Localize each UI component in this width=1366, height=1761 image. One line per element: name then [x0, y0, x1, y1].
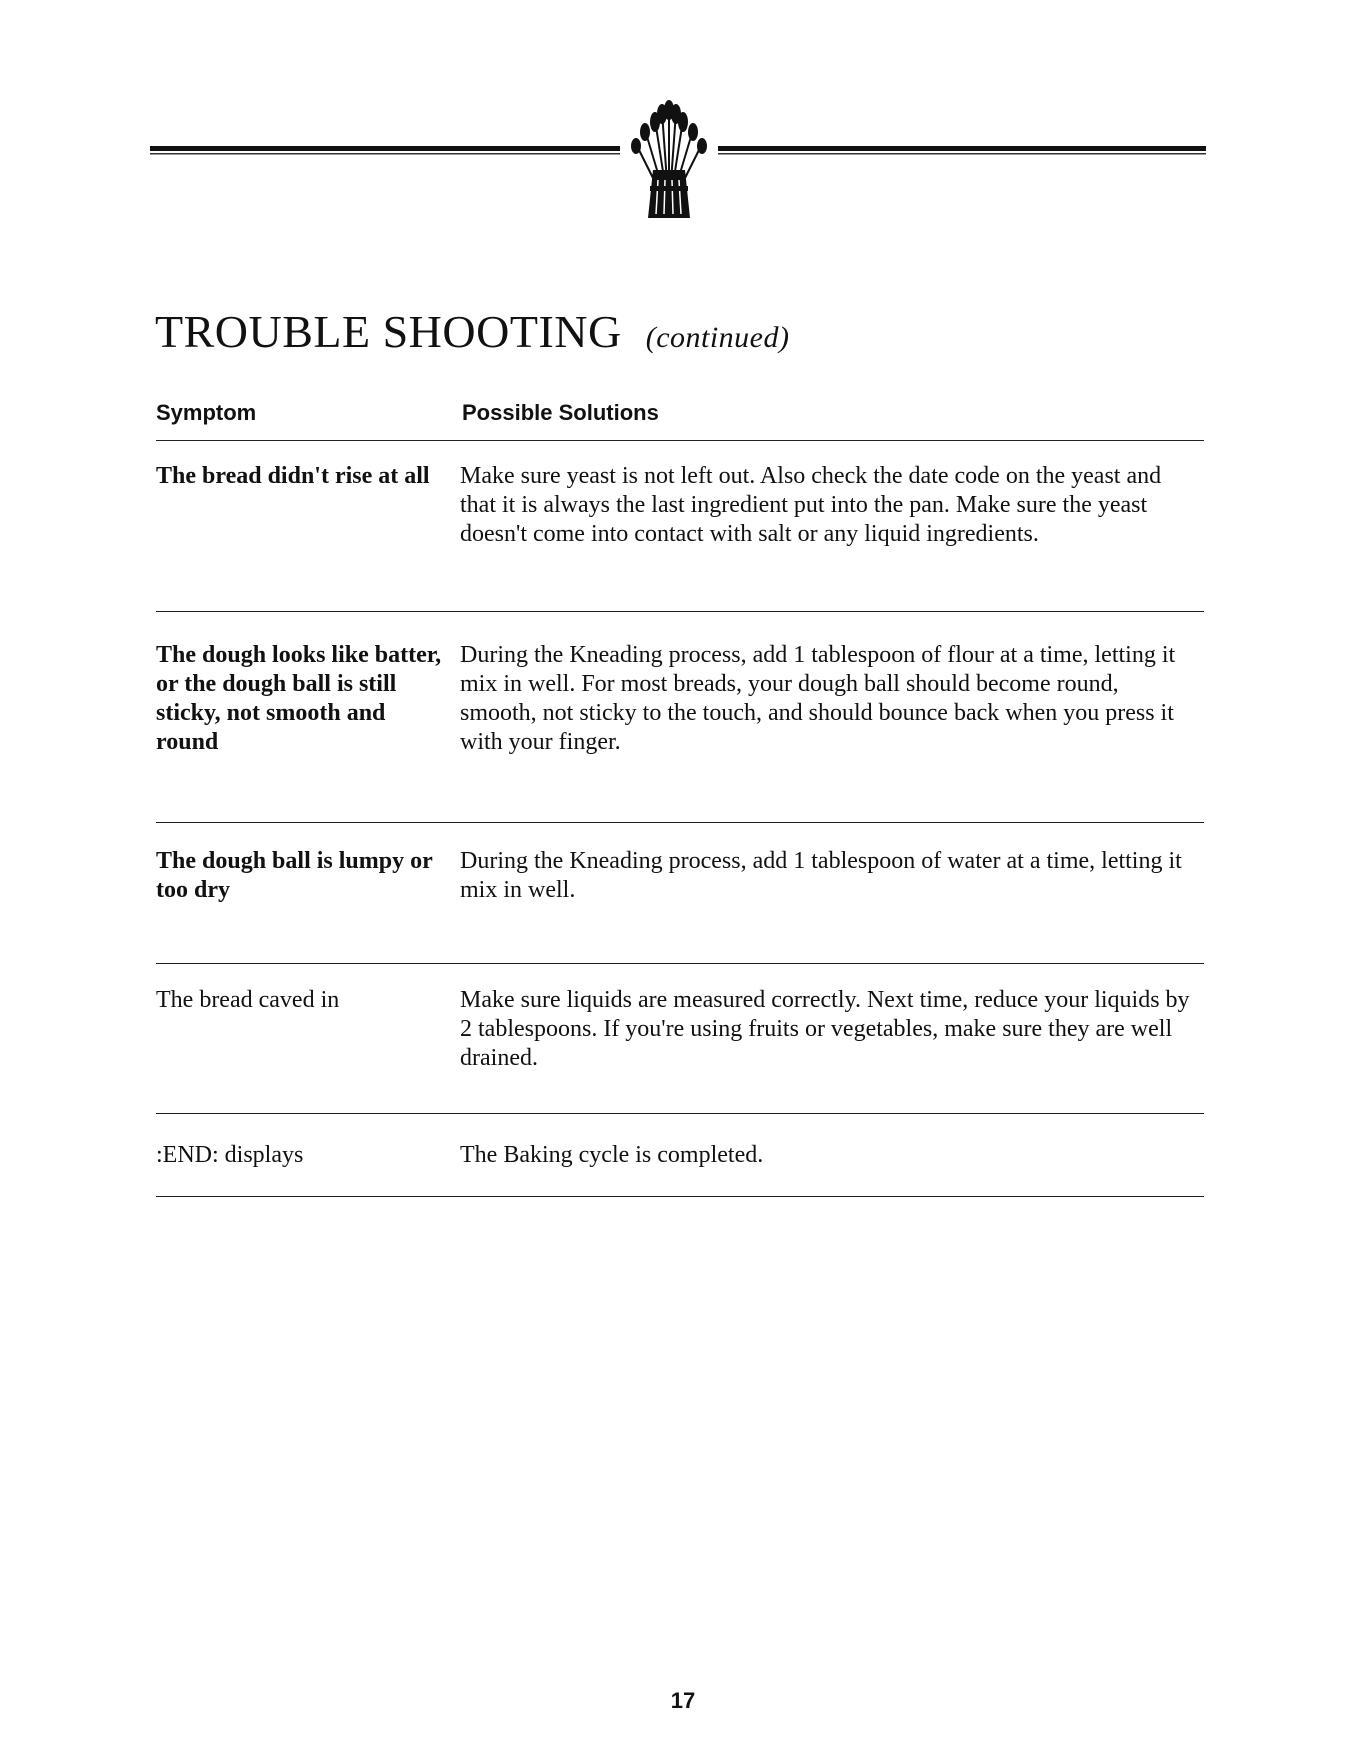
row-divider: [156, 611, 1204, 612]
symptom-text: The bread didn't rise at all: [156, 463, 430, 489]
wheat-sheaf-icon: [150, 100, 1206, 230]
row-divider: [156, 1113, 1204, 1114]
symptom-text: The dough looks like batter, or the dough ball is still sticky, not smooth and round: [156, 642, 442, 755]
column-header-symptom: Symptom: [156, 400, 257, 425]
title-subtitle: (continued): [645, 321, 790, 354]
row-divider: [156, 822, 1204, 823]
solution-text: Make sure liquids are measured correctly. Next time, reduce your liquids by 2 tablespoons. If you're using fruits or vegetables, make sure they are well drained.: [460, 987, 1190, 1071]
title-text: TROUBLE SHOOTING: [155, 306, 622, 357]
symptom-text: :END: displays: [156, 1142, 304, 1168]
solution-text: During the Kneading process, add 1 tablespoon of water at a time, letting it mix in well.: [460, 848, 1182, 903]
symptom-text: The bread caved in: [156, 987, 340, 1013]
solution-text: The Baking cycle is completed.: [460, 1142, 764, 1168]
row-divider: [156, 1196, 1204, 1197]
solution-text: During the Kneading process, add 1 tablespoon of flour at a time, letting it mix in well. For most breads, your dough ball should become round, smooth, not sticky to the touch, and should bounce back when you press it with your finger.: [460, 642, 1176, 755]
page-title: [155, 305, 789, 358]
page-number: 17: [670, 1688, 696, 1713]
solution-text: Make sure yeast is not left out. Also check the date code on the yeast and that it is always the last ingredient put into the pan. Make sure the yeast doesn't come into contact with salt or any liquid ingredients.: [460, 463, 1162, 547]
column-header-solutions: Possible Solutions: [462, 400, 659, 425]
header-divider: [156, 440, 1204, 441]
symptom-text: The dough ball is lumpy or too dry: [156, 848, 433, 903]
row-divider: [156, 963, 1204, 964]
